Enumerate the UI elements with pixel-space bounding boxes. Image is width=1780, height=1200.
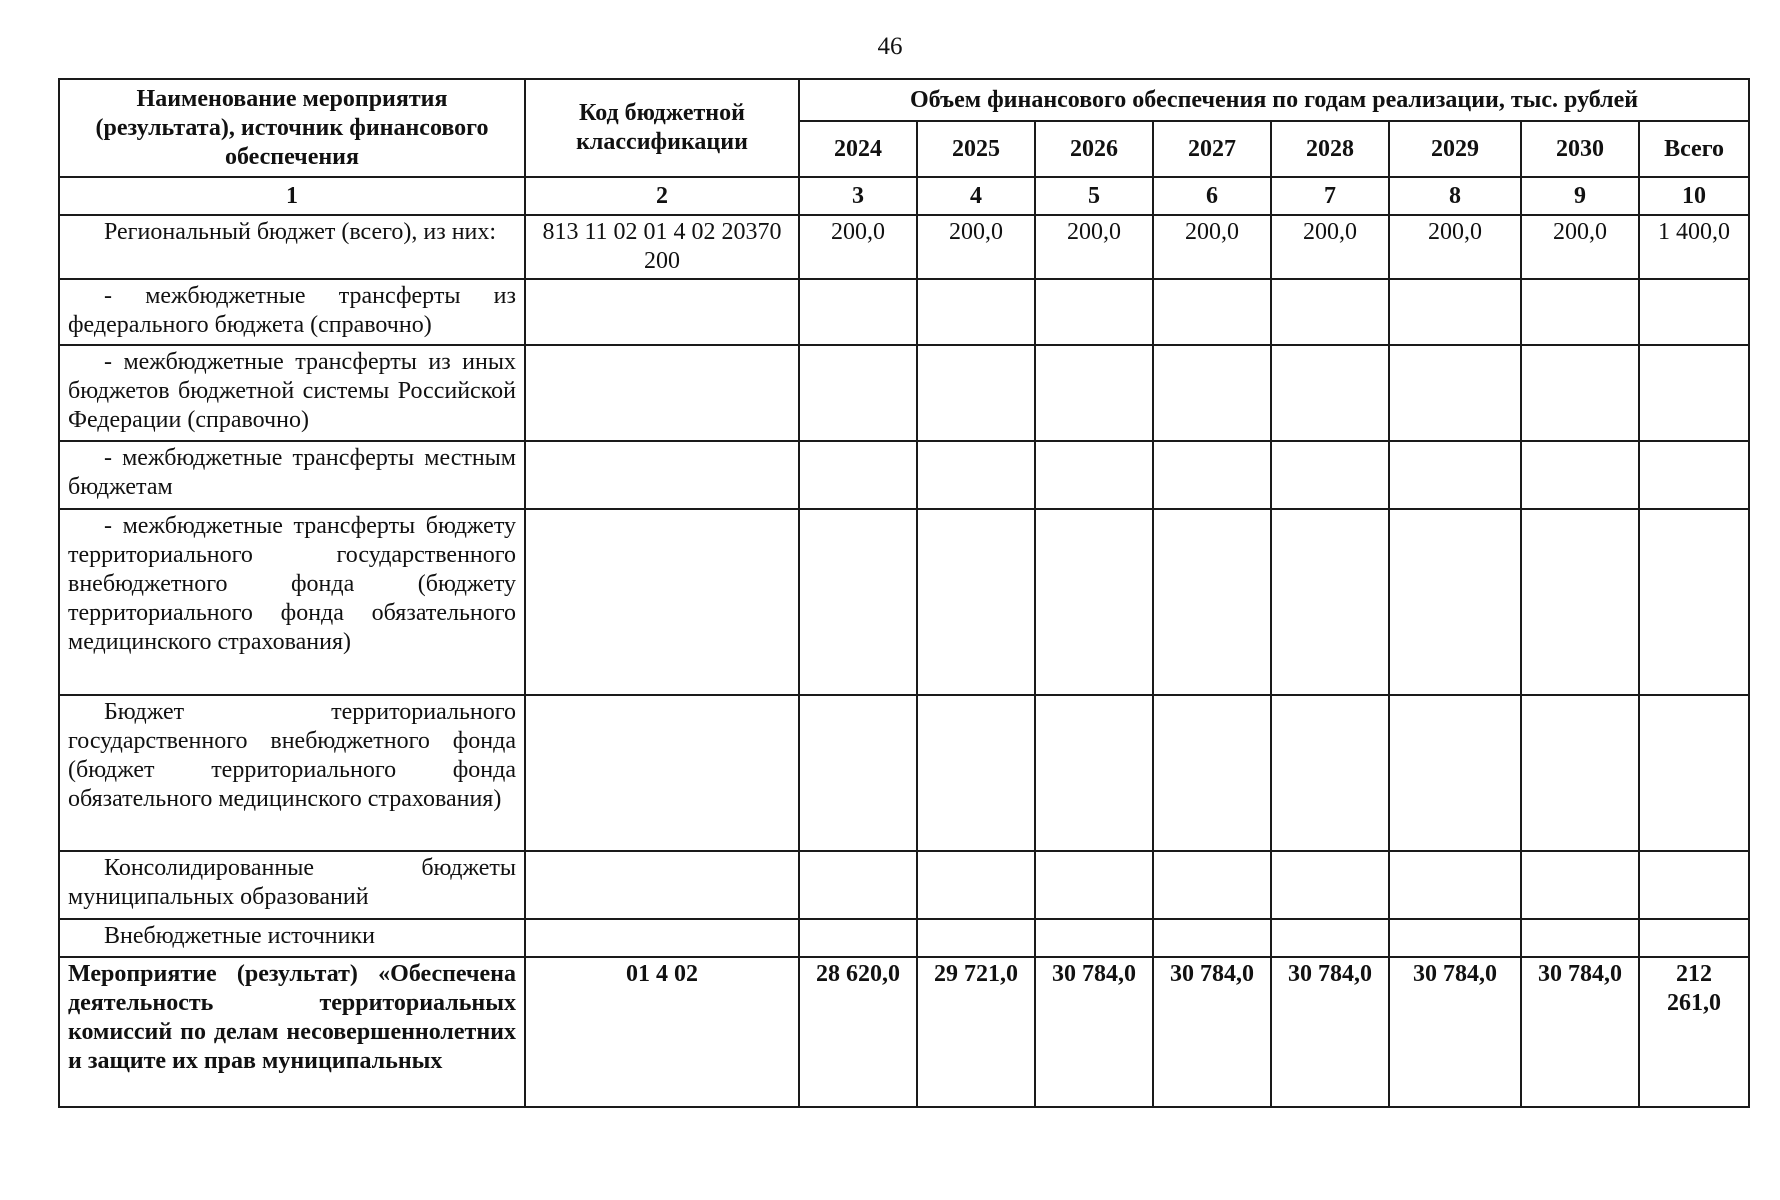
table-row bbox=[59, 957, 1749, 1107]
row-code bbox=[525, 695, 799, 851]
header-code-column: Код бюджетной классификации bbox=[525, 79, 799, 177]
header-year-2026: 2026 bbox=[1035, 121, 1153, 177]
header-year-2030: 2030 bbox=[1521, 121, 1639, 177]
value-2028 bbox=[1271, 279, 1389, 345]
value-2030 bbox=[1521, 345, 1639, 441]
header-year-2029: 2029 bbox=[1389, 121, 1521, 177]
header-year-2028: 2028 bbox=[1271, 121, 1389, 177]
value-2030 bbox=[1521, 851, 1639, 919]
value-2029: 200,0 bbox=[1389, 215, 1521, 279]
value-2025 bbox=[917, 509, 1035, 695]
row-name: - межбюджетные трансферты из федерального бюджета (справочно) bbox=[59, 279, 525, 345]
value-total: 1 400,0 bbox=[1639, 215, 1749, 279]
value-2028 bbox=[1271, 345, 1389, 441]
table-row bbox=[59, 345, 1749, 441]
value-2028 bbox=[1271, 919, 1389, 957]
value-2024 bbox=[799, 695, 917, 851]
row-name: Консолидированные бюджеты муниципальных образований bbox=[59, 851, 525, 919]
page-number: 46 bbox=[877, 33, 903, 60]
value-2025: 200,0 bbox=[917, 215, 1035, 279]
value-2028 bbox=[1271, 441, 1389, 509]
table-row bbox=[59, 919, 1749, 957]
value-2025 bbox=[917, 919, 1035, 957]
column-number: 9 bbox=[1521, 177, 1639, 215]
value-2030 bbox=[1521, 695, 1639, 851]
budget-table bbox=[58, 78, 1750, 1108]
row-name: Региональный бюджет (всего), из них: bbox=[59, 215, 525, 279]
value-2025 bbox=[917, 279, 1035, 345]
row-name: - межбюджетные трансферты бюджету территориального государственного внебюджетного фонда (бюджету территориального фонда обязательного медицинского страхования) bbox=[59, 509, 525, 695]
value-2026 bbox=[1035, 509, 1153, 695]
column-number: 5 bbox=[1035, 177, 1153, 215]
value-2024 bbox=[799, 851, 917, 919]
value-2028 bbox=[1271, 509, 1389, 695]
row-code bbox=[525, 851, 799, 919]
value-total bbox=[1639, 695, 1749, 851]
row-code bbox=[525, 919, 799, 957]
value-2029 bbox=[1389, 279, 1521, 345]
header-year-2027: 2027 bbox=[1153, 121, 1271, 177]
value-2030 bbox=[1521, 509, 1639, 695]
value-2029 bbox=[1389, 345, 1521, 441]
value-2026 bbox=[1035, 919, 1153, 957]
table-row bbox=[59, 851, 1749, 919]
value-total bbox=[1639, 509, 1749, 695]
value-2027: 200,0 bbox=[1153, 215, 1271, 279]
row-code bbox=[525, 345, 799, 441]
value-2024 bbox=[799, 919, 917, 957]
table-row bbox=[59, 279, 1749, 345]
column-number: 8 bbox=[1389, 177, 1521, 215]
column-numbers-row bbox=[59, 177, 1749, 215]
row-code bbox=[525, 509, 799, 695]
header-volume-group: Объем финансового обеспечения по годам реализации, тыс. рублей bbox=[799, 79, 1749, 121]
value-2029 bbox=[1389, 851, 1521, 919]
value-total bbox=[1639, 345, 1749, 441]
value-2025: 29 721,0 bbox=[917, 957, 1035, 1107]
value-2027: 30 784,0 bbox=[1153, 957, 1271, 1107]
value-2029 bbox=[1389, 441, 1521, 509]
value-2024 bbox=[799, 279, 917, 345]
value-2027 bbox=[1153, 851, 1271, 919]
row-name: - межбюджетные трансферты из иных бюджетов бюджетной системы Российской Федерации (справочно) bbox=[59, 345, 525, 441]
value-total bbox=[1639, 279, 1749, 345]
value-2024 bbox=[799, 509, 917, 695]
value-2030 bbox=[1521, 279, 1639, 345]
value-2025 bbox=[917, 851, 1035, 919]
value-2027 bbox=[1153, 345, 1271, 441]
value-2029: 30 784,0 bbox=[1389, 957, 1521, 1107]
row-code: 01 4 02 bbox=[525, 957, 799, 1107]
value-2024 bbox=[799, 441, 917, 509]
row-name: Мероприятие (результат) «Обеспечена деятельность территориальных комиссий по делам несовершеннолетних и защите их прав муниципальных bbox=[59, 957, 525, 1107]
value-2028 bbox=[1271, 851, 1389, 919]
value-2028: 30 784,0 bbox=[1271, 957, 1389, 1107]
column-number: 4 bbox=[917, 177, 1035, 215]
value-2024: 28 620,0 bbox=[799, 957, 917, 1107]
value-total bbox=[1639, 851, 1749, 919]
value-2030: 30 784,0 bbox=[1521, 957, 1639, 1107]
header-name-column: Наименование мероприятия (результата), источник финансового обеспечения bbox=[59, 79, 525, 177]
value-total bbox=[1639, 919, 1749, 957]
value-2027 bbox=[1153, 695, 1271, 851]
value-2030 bbox=[1521, 441, 1639, 509]
header-total: Всего bbox=[1639, 121, 1749, 177]
value-total: 212 261,0 bbox=[1639, 957, 1749, 1107]
value-2025 bbox=[917, 345, 1035, 441]
value-2027 bbox=[1153, 919, 1271, 957]
row-name: Внебюджетные источники bbox=[59, 919, 525, 957]
table-row bbox=[59, 441, 1749, 509]
value-2026 bbox=[1035, 279, 1153, 345]
row-name: Бюджет территориального государственного внебюджетного фонда (бюджет территориального фонда обязательного медицинского страхования) bbox=[59, 695, 525, 851]
value-2027 bbox=[1153, 441, 1271, 509]
row-code: 813 11 02 01 4 02 20370 200 bbox=[525, 215, 799, 279]
column-number: 7 bbox=[1271, 177, 1389, 215]
value-2027 bbox=[1153, 279, 1271, 345]
column-number: 10 bbox=[1639, 177, 1749, 215]
table-row bbox=[59, 509, 1749, 695]
value-total bbox=[1639, 441, 1749, 509]
column-number: 2 bbox=[525, 177, 799, 215]
value-2029 bbox=[1389, 695, 1521, 851]
table-row bbox=[59, 215, 1749, 279]
value-2028 bbox=[1271, 695, 1389, 851]
value-2029 bbox=[1389, 919, 1521, 957]
column-number: 6 bbox=[1153, 177, 1271, 215]
value-2024 bbox=[799, 345, 917, 441]
row-code bbox=[525, 279, 799, 345]
value-2026: 200,0 bbox=[1035, 215, 1153, 279]
value-2029 bbox=[1389, 509, 1521, 695]
header-year-2024: 2024 bbox=[799, 121, 917, 177]
value-2026 bbox=[1035, 345, 1153, 441]
table-row bbox=[59, 695, 1749, 851]
row-name: - межбюджетные трансферты местным бюджетам bbox=[59, 441, 525, 509]
value-2026 bbox=[1035, 695, 1153, 851]
value-2028: 200,0 bbox=[1271, 215, 1389, 279]
header-year-2025: 2025 bbox=[917, 121, 1035, 177]
value-2026 bbox=[1035, 441, 1153, 509]
row-code bbox=[525, 441, 799, 509]
value-2024: 200,0 bbox=[799, 215, 917, 279]
value-2030: 200,0 bbox=[1521, 215, 1639, 279]
value-2026 bbox=[1035, 851, 1153, 919]
value-2025 bbox=[917, 695, 1035, 851]
value-2030 bbox=[1521, 919, 1639, 957]
value-2025 bbox=[917, 441, 1035, 509]
value-2026: 30 784,0 bbox=[1035, 957, 1153, 1107]
column-number: 3 bbox=[799, 177, 917, 215]
value-2027 bbox=[1153, 509, 1271, 695]
column-number: 1 bbox=[59, 177, 525, 215]
